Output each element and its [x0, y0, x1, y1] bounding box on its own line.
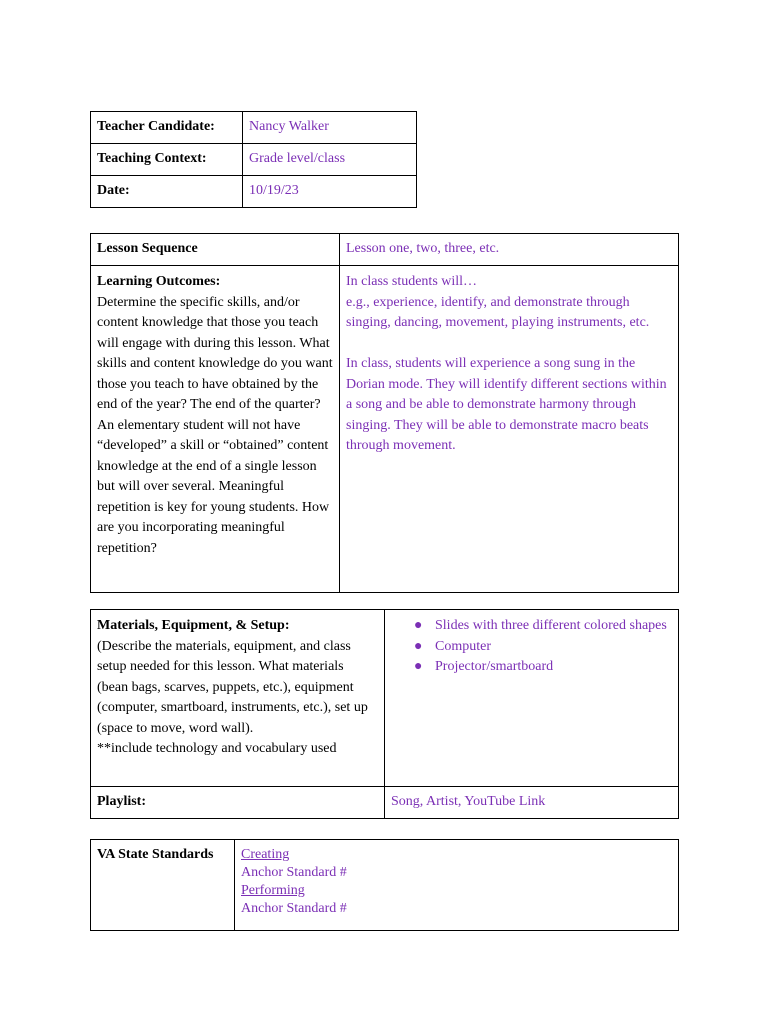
context-value[interactable]: Grade level/class: [243, 144, 417, 176]
materials-label: Materials, Equipment, & Setup:: [97, 618, 290, 633]
outcomes-description: Determine the specific skills, and/or content knowledge that those you teach will engage with during this lesson. What skills and content knowledge do you want those you teach to have obtained by the end of the year? The end of the quarter? An elementary student will not have “developed” a skill or “obtained” content knowledge at the end of a single lesson but will over several. Meaningful repetition is key for young students. How are you incorporating meaningful repetition?: [97, 294, 333, 556]
list-item: [414, 637, 672, 658]
materials-description: (Describe the materials, equipment, and class setup needed for this lesson. What materials (bean bags, scarves, puppets, etc.), equipment (computer, smartboard, instruments, etc.), set up (space to move, word wall).: [97, 638, 368, 736]
spacer: [346, 334, 672, 355]
outcomes-intro: In class students will…: [346, 274, 478, 289]
sequence-value[interactable]: Lesson one, two, three, etc.: [340, 234, 679, 266]
performing-link[interactable]: Performing: [241, 883, 305, 898]
context-row: [91, 144, 417, 176]
outcomes-example: e.g., experience, identify, and demonstrate through singing, dancing, movement, playing instruments, etc.: [346, 294, 650, 330]
teacher-label: Teacher Candidate:: [91, 112, 243, 144]
outcomes-content[interactable]: [340, 266, 679, 593]
info-table: [90, 111, 417, 208]
lesson-table: [90, 233, 679, 593]
list-item-text: Slides with three different colored shapes: [435, 618, 667, 633]
bullet-icon: ●: [414, 638, 423, 654]
anchor-standard-2[interactable]: Anchor Standard #: [241, 901, 347, 916]
standards-table: [90, 839, 679, 931]
materials-row: [91, 610, 679, 787]
standards-label: VA State Standards: [91, 840, 235, 931]
outcomes-cell: [91, 266, 340, 593]
playlist-value[interactable]: Song, Artist, YouTube Link: [385, 787, 679, 819]
sequence-label: Lesson Sequence: [91, 234, 340, 266]
context-label: Teaching Context:: [91, 144, 243, 176]
materials-note: **include technology and vocabulary used: [97, 741, 337, 756]
teacher-value[interactable]: Nancy Walker: [243, 112, 417, 144]
materials-content[interactable]: [385, 610, 679, 787]
playlist-row: [91, 787, 679, 819]
sequence-row: [91, 234, 679, 266]
bullet-icon: ●: [414, 659, 423, 674]
list-item: [414, 616, 672, 637]
list-item-text: Projector/smartboard: [435, 659, 554, 674]
date-row: [91, 176, 417, 208]
outcomes-label: Learning Outcomes:: [97, 274, 221, 289]
date-value[interactable]: 10/19/23: [243, 176, 417, 208]
standards-content: [235, 840, 679, 931]
list-item: [414, 657, 672, 678]
playlist-label: Playlist:: [91, 787, 385, 819]
bullet-icon: ●: [414, 618, 423, 633]
materials-cell: [91, 610, 385, 787]
materials-list: [391, 616, 672, 678]
date-label: Date:: [91, 176, 243, 208]
list-item-text: Computer: [435, 638, 491, 654]
standards-row: [91, 840, 679, 931]
teacher-row: [91, 112, 417, 144]
materials-table: [90, 609, 679, 819]
creating-link[interactable]: Creating: [241, 847, 290, 862]
anchor-standard-1[interactable]: Anchor Standard #: [241, 865, 347, 880]
outcomes-row: [91, 266, 679, 593]
outcomes-paragraph: In class, students will experience a song sung in the Dorian mode. They will identify different sections within a song and be able to demonstrate harmony through singing. They will be able to demonstrate macro beats through movement.: [346, 356, 667, 453]
